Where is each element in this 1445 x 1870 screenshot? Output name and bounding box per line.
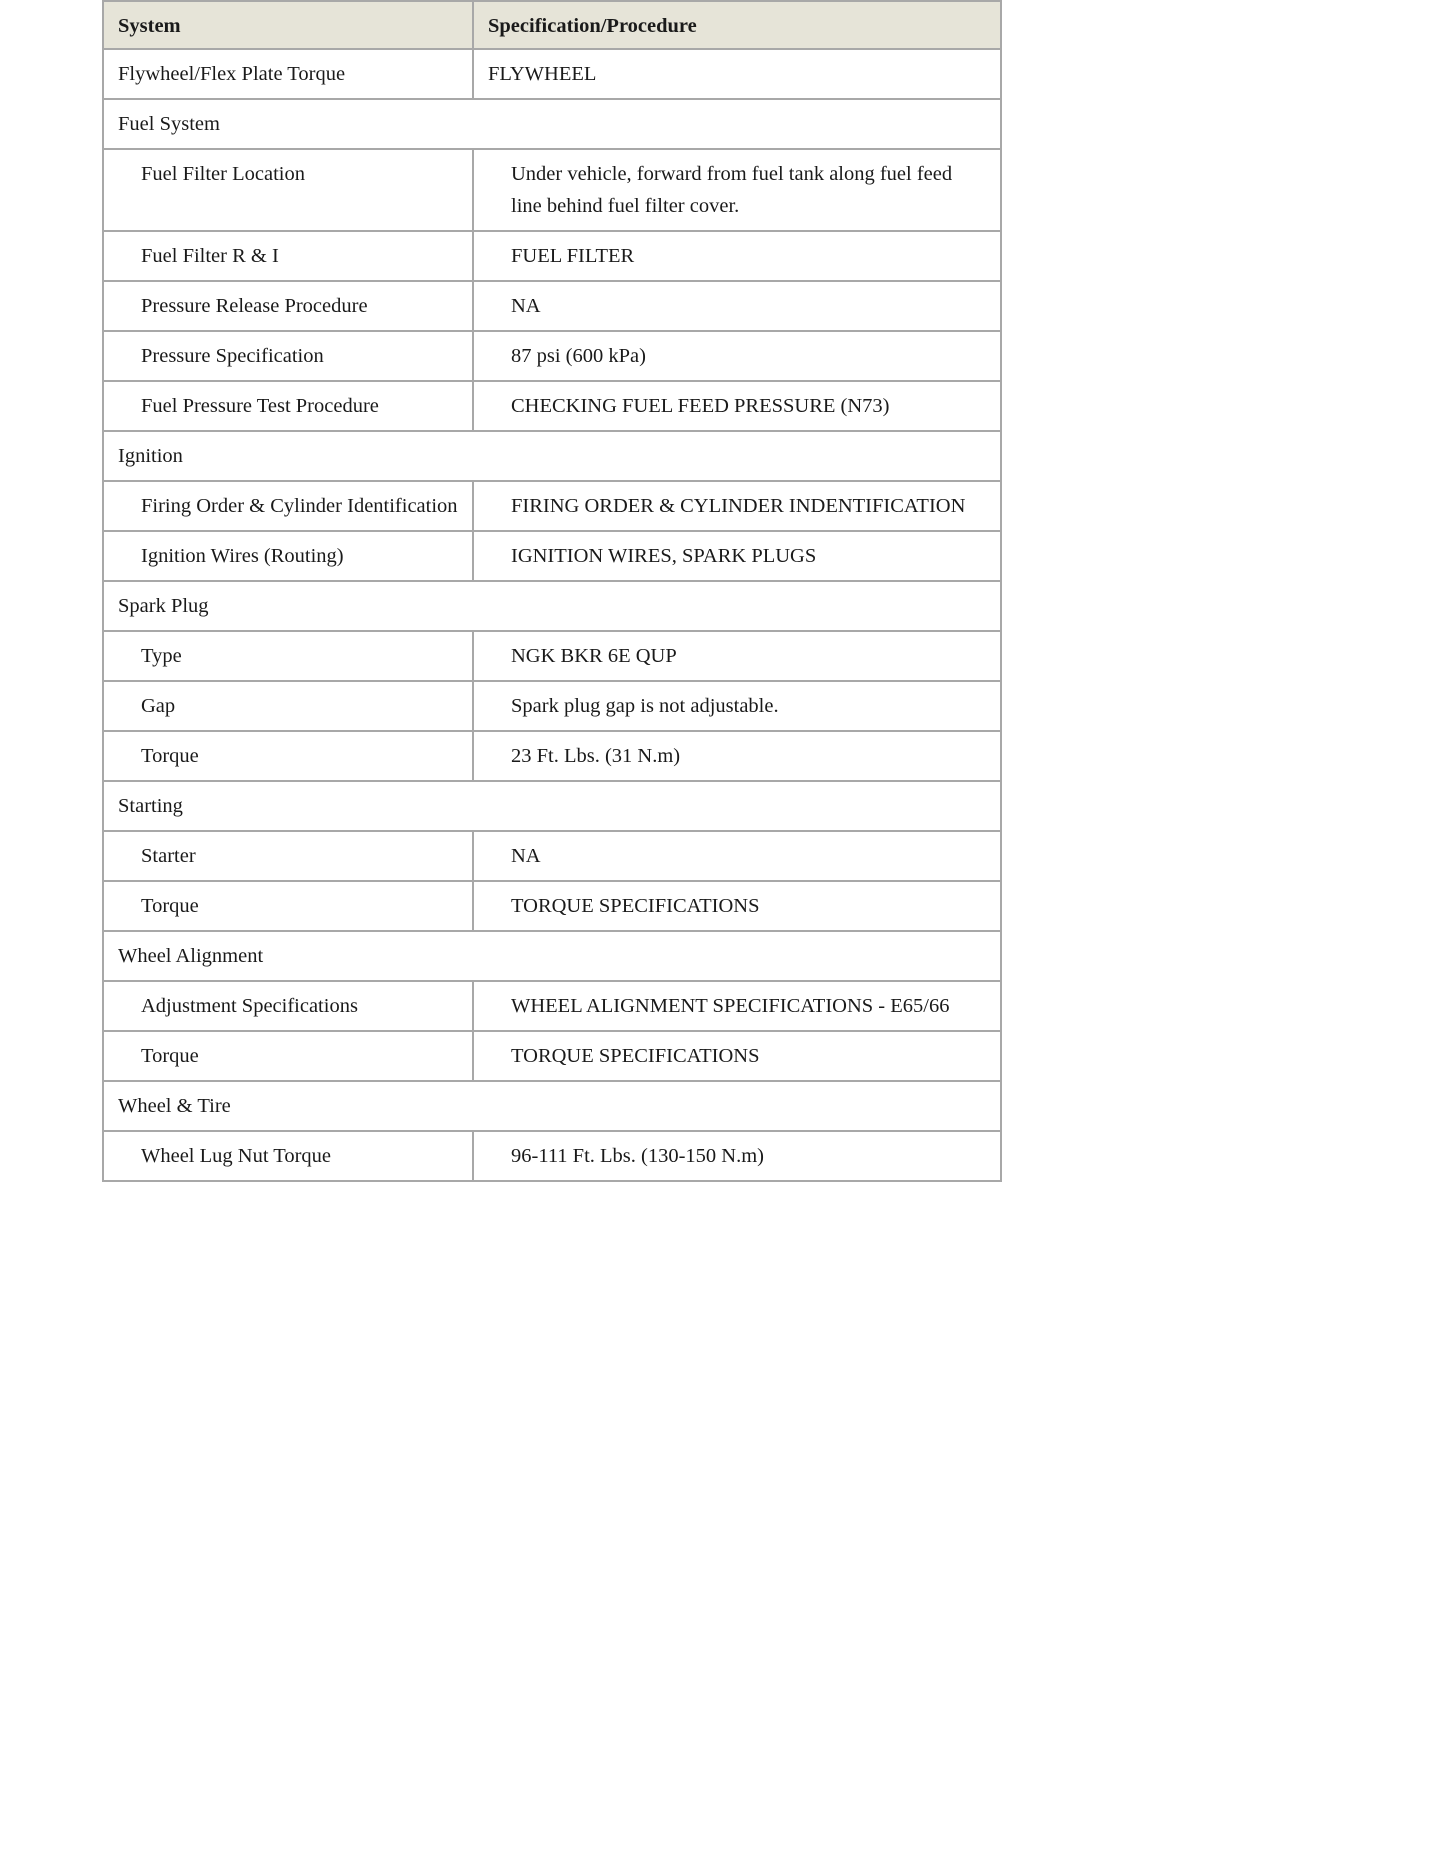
table-row — [103, 831, 1001, 881]
system-cell: Flywheel/Flex Plate Torque — [103, 49, 473, 99]
header-specification-procedure: Specification/Procedure — [473, 1, 1001, 49]
table-row — [103, 481, 1001, 531]
section-row — [103, 781, 1001, 831]
specification-cell: WHEEL ALIGNMENT SPECIFICATIONS - E65/66 — [473, 981, 1001, 1031]
specification-cell: 23 Ft. Lbs. (31 N.m) — [473, 731, 1001, 781]
specification-cell: Under vehicle, forward from fuel tank along fuel feed line behind fuel filter cover. — [473, 149, 1001, 231]
section-heading: Wheel Alignment — [103, 931, 1001, 981]
system-cell: Pressure Specification — [103, 331, 473, 381]
table-row — [103, 681, 1001, 731]
system-cell: Torque — [103, 731, 473, 781]
table-row — [103, 1131, 1001, 1181]
section-heading: Fuel System — [103, 99, 1001, 149]
table-row — [103, 231, 1001, 281]
specification-cell: Spark plug gap is not adjustable. — [473, 681, 1001, 731]
specification-cell: NA — [473, 281, 1001, 331]
system-cell: Type — [103, 631, 473, 681]
system-cell: Torque — [103, 881, 473, 931]
system-cell: Fuel Pressure Test Procedure — [103, 381, 473, 431]
system-cell: Torque — [103, 1031, 473, 1081]
section-heading: Spark Plug — [103, 581, 1001, 631]
table-row — [103, 881, 1001, 931]
system-cell: Pressure Release Procedure — [103, 281, 473, 331]
section-row — [103, 99, 1001, 149]
table-row — [103, 281, 1001, 331]
table-row — [103, 731, 1001, 781]
header-system: System — [103, 1, 473, 49]
system-cell: Ignition Wires (Routing) — [103, 531, 473, 581]
section-heading: Ignition — [103, 431, 1001, 481]
system-cell: Fuel Filter Location — [103, 149, 473, 231]
section-row — [103, 1081, 1001, 1131]
section-row — [103, 931, 1001, 981]
system-cell: Wheel Lug Nut Torque — [103, 1131, 473, 1181]
system-cell: Fuel Filter R & I — [103, 231, 473, 281]
table-row — [103, 531, 1001, 581]
table-row — [103, 49, 1001, 99]
specification-cell: FLYWHEEL — [473, 49, 1001, 99]
specification-cell: TORQUE SPECIFICATIONS — [473, 881, 1001, 931]
specification-cell: 87 psi (600 kPa) — [473, 331, 1001, 381]
specification-cell: FUEL FILTER — [473, 231, 1001, 281]
specification-cell: NGK BKR 6E QUP — [473, 631, 1001, 681]
specification-cell: 96-111 Ft. Lbs. (130-150 N.m) — [473, 1131, 1001, 1181]
table-header-row — [103, 1, 1001, 49]
specification-cell: FIRING ORDER & CYLINDER INDENTIFICATION — [473, 481, 1001, 531]
section-heading: Starting — [103, 781, 1001, 831]
system-cell: Gap — [103, 681, 473, 731]
system-cell: Firing Order & Cylinder Identification — [103, 481, 473, 531]
specification-cell: CHECKING FUEL FEED PRESSURE (N73) — [473, 381, 1001, 431]
table-row — [103, 981, 1001, 1031]
section-row — [103, 581, 1001, 631]
system-cell: Adjustment Specifications — [103, 981, 473, 1031]
specification-cell: NA — [473, 831, 1001, 881]
section-row — [103, 431, 1001, 481]
table-row — [103, 1031, 1001, 1081]
specification-table — [102, 0, 1002, 1182]
section-heading: Wheel & Tire — [103, 1081, 1001, 1131]
specification-cell: IGNITION WIRES, SPARK PLUGS — [473, 531, 1001, 581]
table-row — [103, 149, 1001, 231]
table-row — [103, 331, 1001, 381]
table-row — [103, 631, 1001, 681]
specification-cell: TORQUE SPECIFICATIONS — [473, 1031, 1001, 1081]
system-cell: Starter — [103, 831, 473, 881]
table-body — [103, 49, 1001, 1181]
table-row — [103, 381, 1001, 431]
